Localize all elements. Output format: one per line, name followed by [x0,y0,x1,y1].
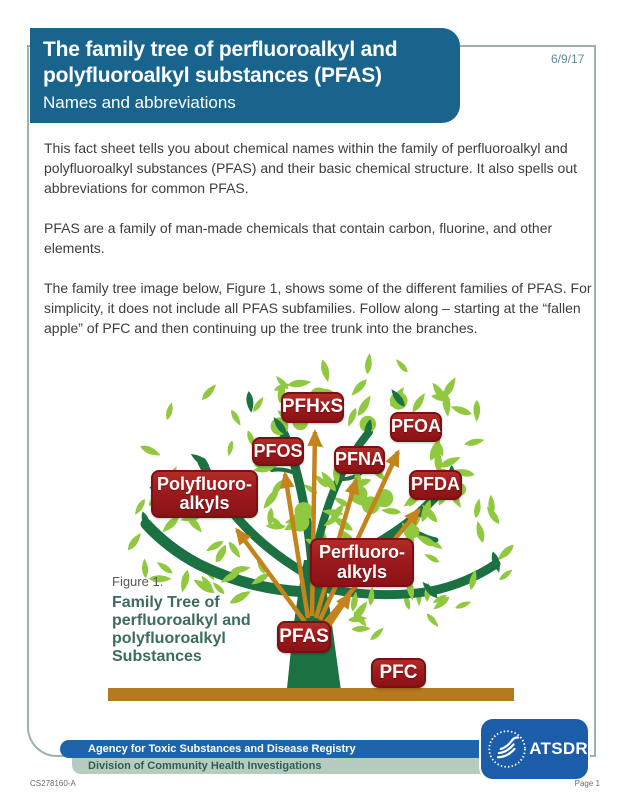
atsdr-logo-text: ATSDR [529,739,588,758]
document-date: 6/9/17 [551,52,585,66]
figure-caption [112,574,272,666]
label-polyfluoroalkyls-line1: Polyfluoro- [157,473,252,494]
footer-division-text: Division of Community Health Investigations [88,760,322,772]
label-pfna [334,446,385,474]
figure-title-line3: polyfluoroalkyl [112,630,226,647]
body-text [44,138,600,358]
atsdr-logo [481,719,588,779]
label-polyfluoroalkyls-line2: alkyls [179,493,230,513]
label-pfas [277,621,331,653]
label-pfos [252,437,304,466]
label-pfc [371,658,426,688]
document-code: CS278160-A [30,779,76,788]
ground-bar [108,688,514,701]
label-pfoa [390,412,442,442]
label-pfhxs-text: PFHxS [281,396,344,418]
header-banner [30,28,460,123]
figure-title-line4: Substances [112,648,202,665]
page-subtitle: Names and abbreviations [43,93,236,113]
paragraph-intro: This fact sheet tells you about chemical names within the family of perfluoroalkyl and polyfluoroalkyl substances (PFAS) and their basic chemical structure. It also spells out abbreviations for common PFAS. [44,140,578,196]
label-perfluoroalkyls-line1: Perfluoro- [318,542,405,563]
label-perfluoroalkyls-line2: alkyls [336,561,388,582]
label-pfas-text: PFAS [279,625,329,647]
paragraph-figure-intro: The family tree image below, Figure 1, shows some of the different families of PFAS. For simplicity, it does not include all PFAS subfamilies. Follow along – starting at the “fallen apple” of PFC and then continuing up the tree trunk into the branches. [44,280,592,336]
label-pfda-text: PFDA [411,474,460,495]
label-pfhxs [281,392,344,423]
page-number: Page 1 [574,779,600,788]
figure-title-line1: Family Tree of [112,594,220,611]
label-perfluoroalkyls [310,538,414,587]
figure-number: Figure 1. [112,574,164,589]
label-pfoa-text: PFOA [391,416,442,437]
figure-title [112,594,272,666]
hhs-eagle-icon [487,725,527,773]
paragraph-definition: PFAS are a family of man-made chemicals that contain carbon, fluorine, and other elements. [44,220,553,256]
label-pfda [409,470,462,500]
label-pfos-text: PFOS [253,440,303,461]
label-polyfluoroalkyls [151,470,258,518]
figure-title-line2: perfluoroalkyl and [112,612,251,629]
label-pfna-text: PFNA [335,449,384,470]
footer-agency-text: Agency for Toxic Substances and Disease Registry [88,743,356,755]
page-title: The family tree of perfluoroalkyl and polyfluoroalkyl substances (PFAS) [43,38,398,87]
label-pfc-text: PFC [379,661,418,683]
